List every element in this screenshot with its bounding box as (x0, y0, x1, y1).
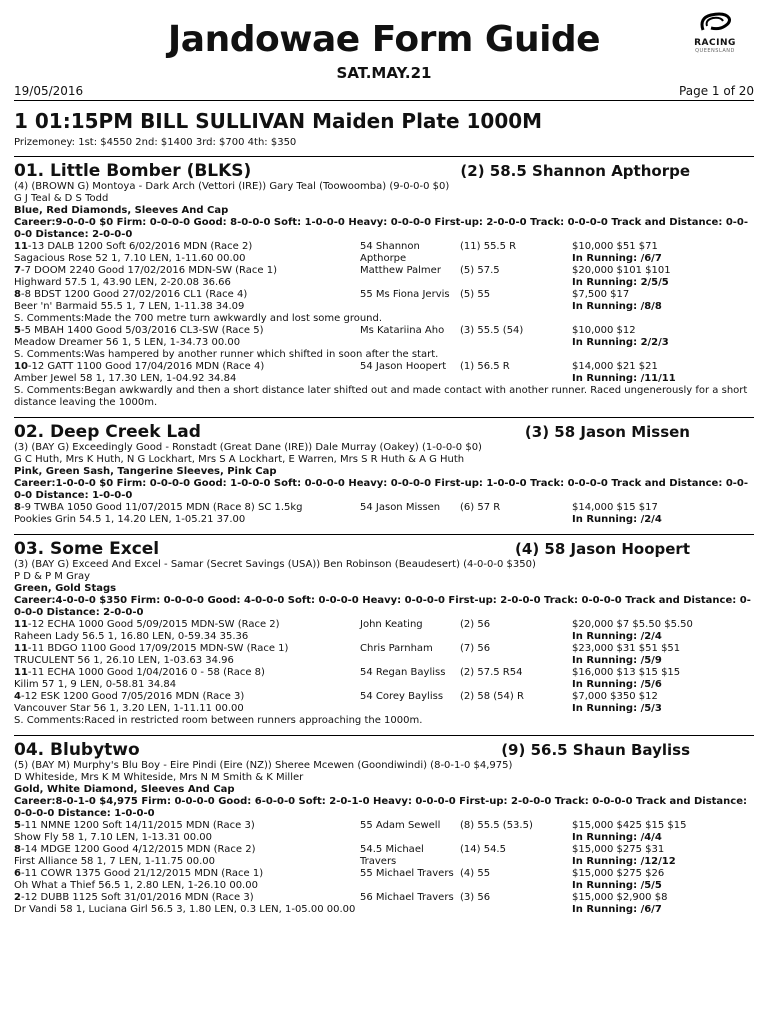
start-prize (572, 361, 752, 385)
stewards-comment: S. Comments:Was hampered by another runner which shifted in soon after the start. (14, 349, 439, 360)
start-description (14, 361, 360, 385)
finish-position: 6 (14, 868, 21, 879)
in-running: In Running: 2/2/3 (572, 337, 669, 348)
finish-position: 8 (14, 844, 21, 855)
start-jockey: 55 Adam Sewell (360, 820, 441, 831)
runner-barrier-jockey: (9) 56.5 Shaun Bayliss (501, 741, 690, 759)
runners-list (14, 156, 754, 916)
stewards-comment: S. Comments:Began awkwardly and then a short distance later shifted out and made contact with another runner. Raced ungenerously for a short distance leaving the 1000m. (14, 385, 748, 408)
start-prize (572, 265, 752, 289)
start-barrier-weight: (6) 57 R (460, 502, 501, 513)
prizemoney: Prizemoney: 1st: $4550 2nd: $1400 3rd: $700 4th: $350 (14, 137, 297, 148)
start-description (14, 868, 360, 892)
start-prize (572, 667, 752, 691)
logo-text: RACING (694, 38, 736, 48)
start-row (14, 361, 754, 385)
runner-info-line: D Whiteside, Mrs K M Whiteside, Mrs N M Smith & K Miller (14, 772, 304, 783)
runner-info-line: Career:8-0-1-0 $4,975 Firm: 0-0-0-0 Good: 6-0-0-0 Soft: 2-0-1-0 Heavy: 0-0-0-0 First-up: 2-0-0-0 Track: 0-0-0-0 Track and Distance: 0-0-0-0 Distance: 1-0-0-0 (14, 796, 748, 819)
start-prize (572, 502, 752, 526)
finish-position: 11 (14, 619, 28, 630)
start-jockey: John Keating (360, 619, 423, 630)
start-jockey: Matthew Palmer (360, 265, 441, 276)
start-jockey: 54 Jason Hoopert (360, 361, 447, 372)
in-running: In Running: /11/11 (572, 373, 676, 384)
start-prize (572, 691, 752, 715)
in-running: In Running: /2/4 (572, 514, 662, 525)
start-barrier-weight: (4) 55 (460, 868, 491, 879)
in-running: In Running: 2/5/5 (572, 277, 669, 288)
start-row (14, 868, 754, 892)
race-title: 1 01:15PM BILL SULLIVAN Maiden Plate 1000M (14, 109, 543, 133)
runner-block (14, 417, 754, 526)
runner-block (14, 156, 754, 409)
start-jockey: 54.5 Michael Travers (360, 844, 424, 867)
in-running: In Running: /5/5 (572, 880, 662, 891)
start-barrier-weight: (2) 58 (54) R (460, 691, 524, 702)
start-row (14, 892, 754, 916)
start-prize (572, 241, 752, 265)
race-details: -14 MDGE 1200 Good 4/12/2015 MDN (Race 2) (20, 844, 256, 855)
prize-odds: $15,000 $275 $31 (572, 844, 665, 855)
start-prize (572, 643, 752, 667)
winner-details: Highward 57.5 1, 43.90 LEN, 2-20.08 36.66 (14, 277, 231, 288)
in-running: In Running: /6/7 (572, 904, 662, 915)
start-barrier-weight: (5) 55 (460, 289, 491, 300)
form-guide-page (14, 0, 754, 916)
start-row (14, 289, 754, 313)
winner-details: Vancouver Star 56 1, 3.20 LEN, 1-11.11 00.00 (14, 703, 244, 714)
race-details: -9 TWBA 1050 Good 11/07/2015 MDN (Race 8) SC 1.5kg (20, 502, 303, 513)
start-barrier-weight: (14) 54.5 (460, 844, 506, 855)
prize-odds: $14,000 $15 $17 (572, 502, 658, 513)
runner-info-line: (4) (BROWN G) Montoya - Dark Arch (Vettori (IRE)) Gary Teal (Toowoomba) (9-0-0-0 $0) (14, 181, 450, 192)
start-jockey: 55 Michael Travers (360, 868, 454, 879)
runner-info-line: G C Huth, Mrs K Huth, N G Lockhart, Mrs S A Lockhart, E Warren, Mrs S R Huth & A G Huth (14, 454, 465, 465)
start-jockey: Chris Parnham (360, 643, 433, 654)
prize-odds: $14,000 $21 $21 (572, 361, 658, 372)
start-jockey: 54 Shannon Apthorpe (360, 241, 420, 264)
start-row (14, 844, 754, 868)
in-running: In Running: /6/7 (572, 253, 662, 264)
race-details: -11 COWR 1375 Good 21/12/2015 MDN (Race 1) (20, 868, 264, 879)
finish-position: 5 (14, 325, 21, 336)
runner-info-line: (5) (BAY M) Murphy's Blu Boy - Eire Pindi (Eire (NZ)) Sheree Mcewen (Goondiwindi) (8-0-1-0 $4,975) (14, 760, 513, 771)
winner-details: Raheen Lady 56.5 1, 16.80 LEN, 0-59.34 35.36 (14, 631, 249, 642)
runner-info-line: Pink, Green Sash, Tangerine Sleeves, Pink Cap (14, 466, 277, 477)
start-row (14, 265, 754, 289)
start-row (14, 820, 754, 844)
start-jockey: 54 Corey Bayliss (360, 691, 444, 702)
finish-position: 10 (14, 361, 28, 372)
prize-odds: $20,000 $101 $101 (572, 265, 671, 276)
finish-position: 5 (14, 820, 21, 831)
runner-info-line: Blue, Red Diamonds, Sleeves And Cap (14, 205, 229, 216)
winner-details: Beer 'n' Barmaid 55.5 1, 7 LEN, 1-11.38 34.09 (14, 301, 245, 312)
runner-barrier-jockey: (3) 58 Jason Missen (524, 423, 690, 441)
runner-barrier-jockey: (4) 58 Jason Hoopert (515, 540, 690, 558)
in-running: In Running: /5/3 (572, 703, 662, 714)
start-row (14, 325, 754, 349)
start-row (14, 619, 754, 643)
start-barrier-weight: (1) 56.5 R (460, 361, 510, 372)
start-prize (572, 868, 752, 892)
start-prize (572, 820, 752, 844)
start-barrier-weight: (2) 57.5 R54 (460, 667, 523, 678)
prize-odds: $15,000 $425 $15 $15 (572, 820, 687, 831)
prize-odds: $15,000 $2,900 $8 (572, 892, 668, 903)
runner-block (14, 735, 754, 916)
in-running: In Running: /2/4 (572, 631, 662, 642)
in-running: In Running: /4/4 (572, 832, 662, 843)
runner-name: 01. Little Bomber (BLKS) (14, 161, 252, 181)
start-jockey: 54 Jason Missen (360, 502, 441, 513)
start-barrier-weight: (7) 56 (460, 643, 491, 654)
runner-name: 03. Some Excel (14, 539, 160, 559)
start-row (14, 643, 754, 667)
header-row (14, 84, 754, 101)
winner-details: First Alliance 58 1, 7 LEN, 1-11.75 00.00 (14, 856, 215, 867)
start-barrier-weight: (5) 57.5 (460, 265, 500, 276)
start-jockey: 56 Michael Travers (360, 892, 454, 903)
prize-odds: $15,000 $275 $26 (572, 868, 665, 879)
start-barrier-weight: (2) 56 (460, 619, 491, 630)
race-details: -8 BDST 1200 Good 27/02/2016 CL1 (Race 4) (20, 289, 248, 300)
finish-position: 11 (14, 643, 28, 654)
start-prize (572, 892, 752, 916)
start-description (14, 502, 360, 526)
prize-odds: $20,000 $7 $5.50 $5.50 (572, 619, 693, 630)
prize-odds: $16,000 $13 $15 $15 (572, 667, 681, 678)
race-details: -12 ESK 1200 Good 7/05/2016 MDN (Race 3) (20, 691, 245, 702)
race-details: -11 NMNE 1200 Soft 14/11/2015 MDN (Race 3) (20, 820, 255, 831)
race-details: -12 DUBB 1125 Soft 31/01/2016 MDN (Race 3) (20, 892, 254, 903)
start-description (14, 892, 360, 916)
runner-header (14, 422, 754, 442)
meeting-date: SAT.MAY.21 (336, 64, 432, 82)
finish-position: 8 (14, 289, 21, 300)
start-barrier-weight: (11) 55.5 R (460, 241, 517, 252)
finish-position: 11 (14, 667, 28, 678)
prize-odds: $7,000 $350 $12 (572, 691, 658, 702)
document-title: Jandowae Form Guide (167, 19, 601, 60)
start-prize (572, 289, 752, 313)
runner-info-line: Career:9-0-0-0 $0 Firm: 0-0-0-0 Good: 8-0-0-0 Soft: 1-0-0-0 Heavy: 0-0-0-0 First-up: 2-0-0-0 Track: 0-0-0-0 Track and Distance: 0-0-0-0 Distance: 2-0-0-0 (14, 217, 749, 240)
logo-subtext: QUEENSLAND (695, 48, 735, 54)
runner-info-line: (3) (BAY G) Exceed And Excel - Samar (Secret Savings (USA)) Ben Robinson (Beaudesert) (4-0-0-0 $350) (14, 559, 536, 570)
winner-details: TRUCULENT 56 1, 26.10 LEN, 1-03.63 34.96 (14, 655, 234, 666)
in-running: In Running: /12/12 (572, 856, 676, 867)
race-details: -5 MBAH 1400 Good 5/03/2016 CL3-SW (Race 5) (20, 325, 264, 336)
runner-info-line: Gold, White Diamond, Sleeves And Cap (14, 784, 235, 795)
runner-header (14, 161, 754, 181)
runner-block (14, 534, 754, 727)
winner-details: Sagacious Rose 52 1, 7.10 LEN, 1-11.60 00.00 (14, 253, 246, 264)
prize-odds: $10,000 $12 (572, 325, 636, 336)
start-description (14, 619, 360, 643)
start-description (14, 325, 360, 349)
start-prize (572, 844, 752, 868)
start-description (14, 241, 360, 265)
race-details: -11 BDGO 1100 Good 17/09/2015 MDN-SW (Race 1) (27, 643, 289, 654)
winner-details: Kilim 57 1, 9 LEN, 0-58.81 34.84 (14, 679, 177, 690)
winner-details: Show Fly 58 1, 7.10 LEN, 1-13.31 00.00 (14, 832, 212, 843)
runner-header (14, 740, 754, 760)
in-running: In Running: /5/6 (572, 679, 662, 690)
start-row (14, 667, 754, 691)
start-description (14, 667, 360, 691)
print-date: 19/05/2016 (14, 84, 84, 98)
runner-header (14, 539, 754, 559)
start-prize (572, 325, 752, 349)
start-description (14, 844, 360, 868)
race-details: -13 DALB 1200 Soft 6/02/2016 MDN (Race 2) (27, 241, 253, 252)
runner-barrier-jockey: (2) 58.5 Shannon Apthorpe (460, 162, 690, 180)
start-row (14, 502, 754, 526)
runner-info-line: Career:4-0-0-0 $350 Firm: 0-0-0-0 Good: 4-0-0-0 Soft: 0-0-0-0 Heavy: 0-0-0-0 First-up: 2-0-0-0 Track: 0-0-0-0 Track and Distance: 0-0-0-0 Distance: 2-0-0-0 (14, 595, 751, 618)
race-details: -12 GATT 1100 Good 17/04/2016 MDN (Race 4) (27, 361, 265, 372)
finish-position: 2 (14, 892, 21, 903)
stewards-comment: S. Comments:Raced in restricted room between runners approaching the 1000m. (14, 715, 423, 726)
prize-odds: $7,500 $17 (572, 289, 630, 300)
winner-details: Pookies Grin 54.5 1, 14.20 LEN, 1-05.21 37.00 (14, 514, 246, 525)
winner-details: Amber Jewel 58 1, 17.30 LEN, 1-04.92 34.84 (14, 373, 237, 384)
start-description (14, 691, 360, 715)
start-row (14, 691, 754, 715)
race-details: -12 ECHA 1000 Good 5/09/2015 MDN-SW (Race 2) (27, 619, 280, 630)
start-description (14, 820, 360, 844)
start-row (14, 241, 754, 265)
runner-info-line: Career:1-0-0-0 $0 Firm: 0-0-0-0 Good: 1-0-0-0 Soft: 0-0-0-0 Heavy: 0-0-0-0 First-up: 1-0-0-0 Track: 0-0-0-0 Track and Distance: 0-0-0-0 Distance: 1-0-0-0 (14, 478, 749, 501)
winner-details: Dr Vandi 58 1, Luciana Girl 56.5 3, 1.80 LEN, 0.3 LEN, 1-05.00 00.00 (14, 904, 356, 915)
start-barrier-weight: (8) 55.5 (53.5) (460, 820, 533, 831)
page-number: Page 1 of 20 (679, 84, 754, 98)
in-running: In Running: /8/8 (572, 301, 662, 312)
in-running: In Running: /5/9 (572, 655, 662, 666)
finish-position: 11 (14, 241, 28, 252)
winner-details: Meadow Dreamer 56 1, 5 LEN, 1-34.73 00.00 (14, 337, 241, 348)
start-barrier-weight: (3) 55.5 (54) (460, 325, 524, 336)
start-description (14, 265, 360, 289)
start-jockey: Ms Katariina Aho (360, 325, 445, 336)
start-barrier-weight: (3) 56 (460, 892, 491, 903)
finish-position: 7 (14, 265, 21, 276)
start-prize (572, 619, 752, 643)
finish-position: 4 (14, 691, 21, 702)
start-description (14, 289, 360, 313)
race-details: -7 DOOM 2240 Good 17/02/2016 MDN-SW (Race 1) (20, 265, 278, 276)
winner-details: Oh What a Thief 56.5 1, 2.80 LEN, 1-26.10 00.00 (14, 880, 258, 891)
horseshoe-logo-icon (697, 12, 733, 34)
stewards-comment: S. Comments:Made the 700 metre turn awkwardly and lost some ground. (14, 313, 383, 324)
racing-queensland-logo (680, 12, 750, 54)
runner-info-line: P D & P M Gray (14, 571, 90, 582)
finish-position: 8 (14, 502, 21, 513)
start-jockey: 55 Ms Fiona Jervis (360, 289, 450, 300)
prize-odds: $10,000 $51 $71 (572, 241, 658, 252)
prize-odds: $23,000 $31 $51 $51 (572, 643, 681, 654)
runner-name: 04. Blubytwo (14, 740, 140, 760)
start-jockey: 54 Regan Bayliss (360, 667, 446, 678)
runner-name: 02. Deep Creek Lad (14, 422, 201, 442)
runner-info-line: (3) (BAY G) Exceedingly Good - Ronstadt (Great Dane (IRE)) Dale Murray (Oakey) (1-0-0-0 $0) (14, 442, 482, 453)
runner-info-line: Green, Gold Stags (14, 583, 117, 594)
runner-info-line: G J Teal & D S Todd (14, 193, 109, 204)
race-details: -11 ECHA 1000 Good 1/04/2016 0 - 58 (Race 8) (27, 667, 265, 678)
start-description (14, 643, 360, 667)
